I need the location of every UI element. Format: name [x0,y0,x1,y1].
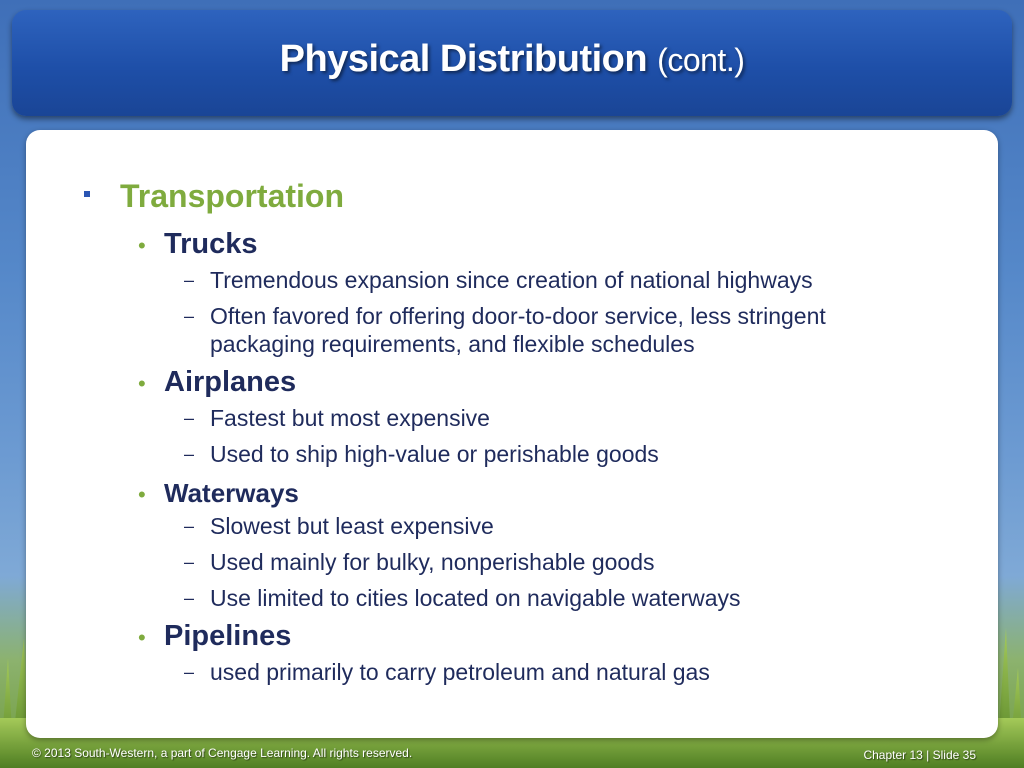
point-text: Used to ship high-value or perishable goods [210,441,659,467]
dot-bullet-icon: • [138,482,146,507]
content-panel [26,130,998,738]
point-text: used primarily to carry petroleum and natural gas [210,659,710,685]
dash-bullet-icon: – [184,408,195,428]
point-text: Used mainly for bulky, nonperishable goods [210,549,655,575]
point-text: Fastest but most expensive [210,405,490,431]
dot-bullet-icon: • [138,233,146,258]
label-airplanes: Airplanes [164,366,297,398]
dash-bullet-icon: – [184,444,195,464]
dash-bullet-icon: – [184,270,195,290]
dash-bullet-icon: – [184,662,195,682]
heading-transportation: Transportation [120,178,345,214]
point-trucks-1 [184,266,944,294]
point-airplanes-2 [184,440,944,468]
title-bar [12,10,1012,116]
point-pipelines-1 [184,658,944,686]
point-trucks-2 [184,302,944,358]
slide-number: Chapter 13 | Slide 35 [863,748,976,762]
point-airplanes-1 [184,404,944,432]
dot-bullet-icon: • [138,625,146,650]
bullet-airplanes [138,366,958,399]
slide-title-main: Physical Distribution [279,37,648,80]
bullet-transportation [84,178,964,215]
point-waterways-2 [184,548,944,576]
dot-bullet-icon: • [138,371,146,396]
bullet-trucks [138,228,958,261]
point-text: Use limited to cities located on navigable waterways [210,585,741,611]
bullet-waterways [138,478,958,509]
dash-bullet-icon: – [184,552,195,572]
point-waterways-3 [184,584,944,612]
point-text: Often favored for offering door-to-door service, less stringent packaging requirements, and flexible schedules [210,303,826,357]
point-waterways-1 [184,512,944,540]
slide-title-suffix: (cont.) [657,41,745,78]
dash-bullet-icon: – [184,306,195,326]
label-trucks: Trucks [164,228,258,260]
dash-bullet-icon: – [184,516,195,536]
copyright-notice: © 2013 South-Western, a part of Cengage Learning. All rights reserved. [32,746,413,760]
square-bullet-icon [84,191,90,197]
point-text: Tremendous expansion since creation of national highways [210,267,813,293]
slide-title [280,38,745,81]
point-text: Slowest but least expensive [210,513,494,539]
bullet-pipelines [138,620,958,653]
label-waterways: Waterways [164,478,299,508]
dash-bullet-icon: – [184,588,195,608]
label-pipelines: Pipelines [164,620,292,652]
